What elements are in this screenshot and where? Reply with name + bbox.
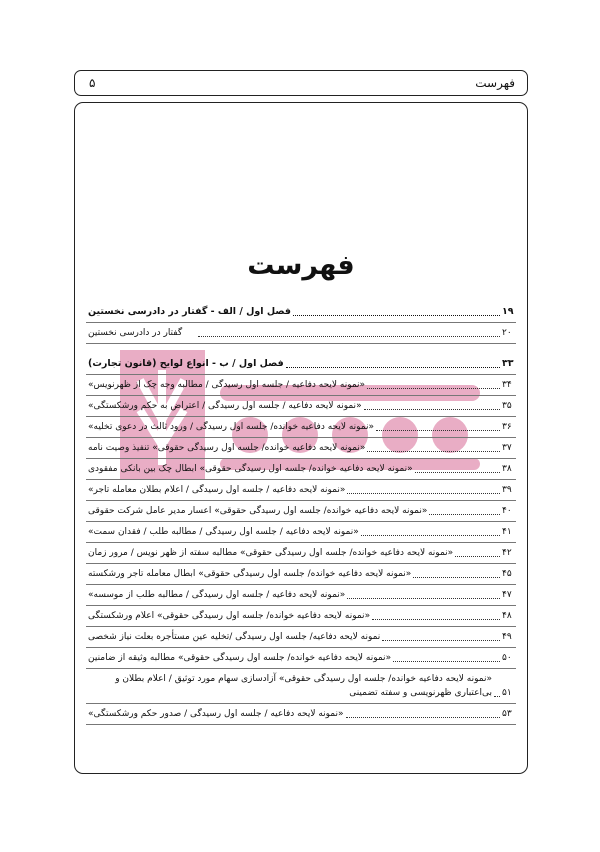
row-divider — [86, 724, 516, 725]
toc-entry-title: «نمونه لایحه دفاعیه خوانده/ جلسه اول رسیدگی حقوقی» اعسار مدیر عامل شرکت حقوقی — [88, 506, 428, 516]
toc-page-number: ۳۶ — [502, 422, 512, 432]
toc-page-number: ۴۸ — [502, 611, 512, 621]
dot-leader — [346, 717, 500, 718]
toc-entry-row[interactable] — [86, 707, 516, 721]
section-gap — [86, 347, 516, 357]
row-divider — [86, 668, 516, 669]
toc-entry-title: «نمونه لایحه دفاعیه خوانده/ جلسه اول رسیدگی حقوقی» مطالبه وثیقه از ضامنین — [88, 653, 392, 663]
dot-leader — [361, 535, 500, 536]
dot-leader — [494, 696, 500, 697]
row-divider — [86, 322, 516, 323]
toc-page-number: ۵۰ — [502, 653, 512, 663]
row-divider — [86, 626, 516, 627]
row-divider — [86, 605, 516, 606]
toc-entry-row[interactable] — [86, 504, 516, 518]
row-divider — [86, 647, 516, 648]
toc-entry-row[interactable] — [86, 441, 516, 455]
row-divider — [86, 521, 516, 522]
toc-page-number: ۲۰ — [502, 328, 512, 338]
toc-entry-row[interactable] — [86, 651, 516, 665]
header-title: فهرست — [475, 76, 515, 90]
row-divider — [86, 395, 516, 396]
toc-page-number: ۳۷ — [502, 443, 512, 453]
row-divider — [86, 563, 516, 564]
dot-leader — [347, 598, 500, 599]
dot-leader — [455, 556, 500, 557]
dot-leader — [382, 640, 500, 641]
header-page-number: ۵ — [89, 76, 96, 90]
toc-entry-row[interactable] — [86, 630, 516, 644]
toc-entry-title: «نمونه لایحه دفاعیه خوانده/ جلسه اول رسیدگی حقوقی» ابطال معامله تاجر ورشکسته — [88, 569, 412, 579]
row-divider — [86, 500, 516, 501]
dot-leader — [415, 472, 500, 473]
toc-entry-row[interactable] — [86, 399, 516, 413]
row-divider — [86, 437, 516, 438]
toc-page-number: ۴۱ — [502, 527, 512, 537]
dot-leader — [198, 336, 500, 337]
table-of-contents — [86, 305, 516, 728]
toc-entry-title: «نمونه لایحه دفاعیه خوانده/ جلسه اول رسیدگی حقوقی» مطالبه سفته از ظهر نویس / مرور زمان — [88, 548, 454, 558]
toc-page-number: ۴۰ — [502, 506, 512, 516]
toc-page-number: ۴۲ — [502, 548, 512, 558]
dot-leader — [367, 451, 500, 452]
toc-page-number: ۳۳ — [502, 358, 514, 369]
toc-entry-row[interactable] — [86, 420, 516, 434]
toc-page-number: ۱۹ — [502, 306, 514, 317]
toc-entry-row[interactable] — [86, 378, 516, 392]
toc-entry-title: «نمونه لایحه دفاعیه خوانده/ جلسه اول رسیدگی حقوقی» ابطال چک بین بانکی مفقودی — [88, 464, 413, 474]
toc-entry-title: «نمونه لایحه دفاعیه / جلسه اول رسیدگی / مطالبه طلب از موسسه» — [88, 590, 346, 600]
toc-entry-row[interactable] — [86, 609, 516, 623]
row-divider — [86, 343, 516, 344]
toc-page-number: ۳۹ — [502, 485, 512, 495]
dot-leader — [393, 661, 500, 662]
dot-leader — [376, 430, 500, 431]
toc-page-number: ۵۱ — [502, 688, 512, 698]
toc-chapter-row[interactable] — [86, 357, 516, 371]
dot-leader — [364, 409, 500, 410]
row-divider — [86, 416, 516, 417]
dot-leader — [293, 315, 500, 316]
page-title: فهرست — [247, 250, 355, 281]
dot-leader — [429, 514, 500, 515]
toc-entry-title: «نمونه لایحه دفاعیه خوانده/ جلسه اول رسیدگی / ورود ثالث در دعوی تخلیه» — [88, 422, 375, 432]
running-header — [74, 70, 528, 96]
toc-entry-row[interactable] — [86, 525, 516, 539]
toc-entry-row[interactable] — [86, 483, 516, 497]
toc-entry-title: گفتار در دادرسی نخستین — [88, 328, 183, 338]
toc-entry-title: «نمونه لایحه دفاعیه / جلسه اول رسیدگی / مطالبه طلب / فقدان سمت» — [88, 527, 359, 537]
row-divider — [86, 374, 516, 375]
toc-entry-title: فصل اول / الف - گفتار در دادرسی نخستین — [88, 306, 291, 317]
dot-leader — [286, 367, 500, 368]
toc-page-number: ۳۵ — [502, 401, 512, 411]
toc-page-number: ۴۷ — [502, 590, 512, 600]
toc-page-number: ۳۴ — [502, 380, 512, 390]
toc-entry-title: نمونه لایحه دفاعیه/ جلسه اول رسیدگی /تخلیه عین مستأجره بعلت نیاز شخصی — [88, 632, 381, 642]
toc-entry-title: «نمونه لایحه دفاعیه خوانده/ جلسه اول رسیدگی حقوقی» آزادسازی سهام مورد توثیق / اعلام بطلان و بی‌اعتباری ظهرنویسی و سفته تضمینی — [115, 674, 492, 698]
toc-entry-row[interactable] — [86, 462, 516, 476]
dot-leader — [413, 577, 500, 578]
dot-leader — [347, 493, 500, 494]
toc-entry-row[interactable] — [86, 326, 516, 340]
toc-entry-row[interactable] — [86, 546, 516, 560]
toc-entry-title: «نمونه لایحه دفاعیه / جلسه اول رسیدگی / صدور حکم ورشکستگی» — [88, 709, 344, 719]
toc-entry-title: «نمونه لایحه دفاعیه / جلسه اول رسیدگی / مطالبه وجه چک از ظهرنویس» — [88, 380, 366, 390]
toc-entry-title: «نمونه لایحه دفاعیه / جلسه اول رسیدگی / اعتراض به حکم ورشکستگی» — [88, 401, 362, 411]
toc-entry-title: فصل اول / ب - انواع لوایح (قانون تجارت) — [88, 358, 284, 369]
dot-leader — [372, 619, 500, 620]
dot-leader — [367, 388, 500, 389]
toc-entry-title: «نمونه لایحه دفاعیه / جلسه اول رسیدگی / اعلام بطلان معامله تاجر» — [88, 485, 346, 495]
row-divider — [86, 479, 516, 480]
toc-entry-title: «نمونه لایحه دفاعیه خوانده/ جلسه اول رسیدگی حقوقی» تنفیذ وصیت نامه — [88, 443, 366, 453]
toc-page-number: ۵۳ — [502, 709, 512, 719]
toc-entry-row[interactable] — [86, 672, 516, 700]
toc-entry-row[interactable] — [86, 567, 516, 581]
toc-entry-row[interactable] — [86, 588, 516, 602]
toc-page-number: ۳۸ — [502, 464, 512, 474]
toc-chapter-row[interactable] — [86, 305, 516, 319]
row-divider — [86, 584, 516, 585]
row-divider — [86, 458, 516, 459]
toc-page-number: ۴۵ — [502, 569, 512, 579]
row-divider — [86, 703, 516, 704]
row-divider — [86, 542, 516, 543]
toc-entry-title: «نمونه لایحه دفاعیه خوانده/ جلسه اول رسیدگی حقوقی» اعلام ورشکستگی — [88, 611, 371, 621]
toc-page-number: ۴۹ — [502, 632, 512, 642]
